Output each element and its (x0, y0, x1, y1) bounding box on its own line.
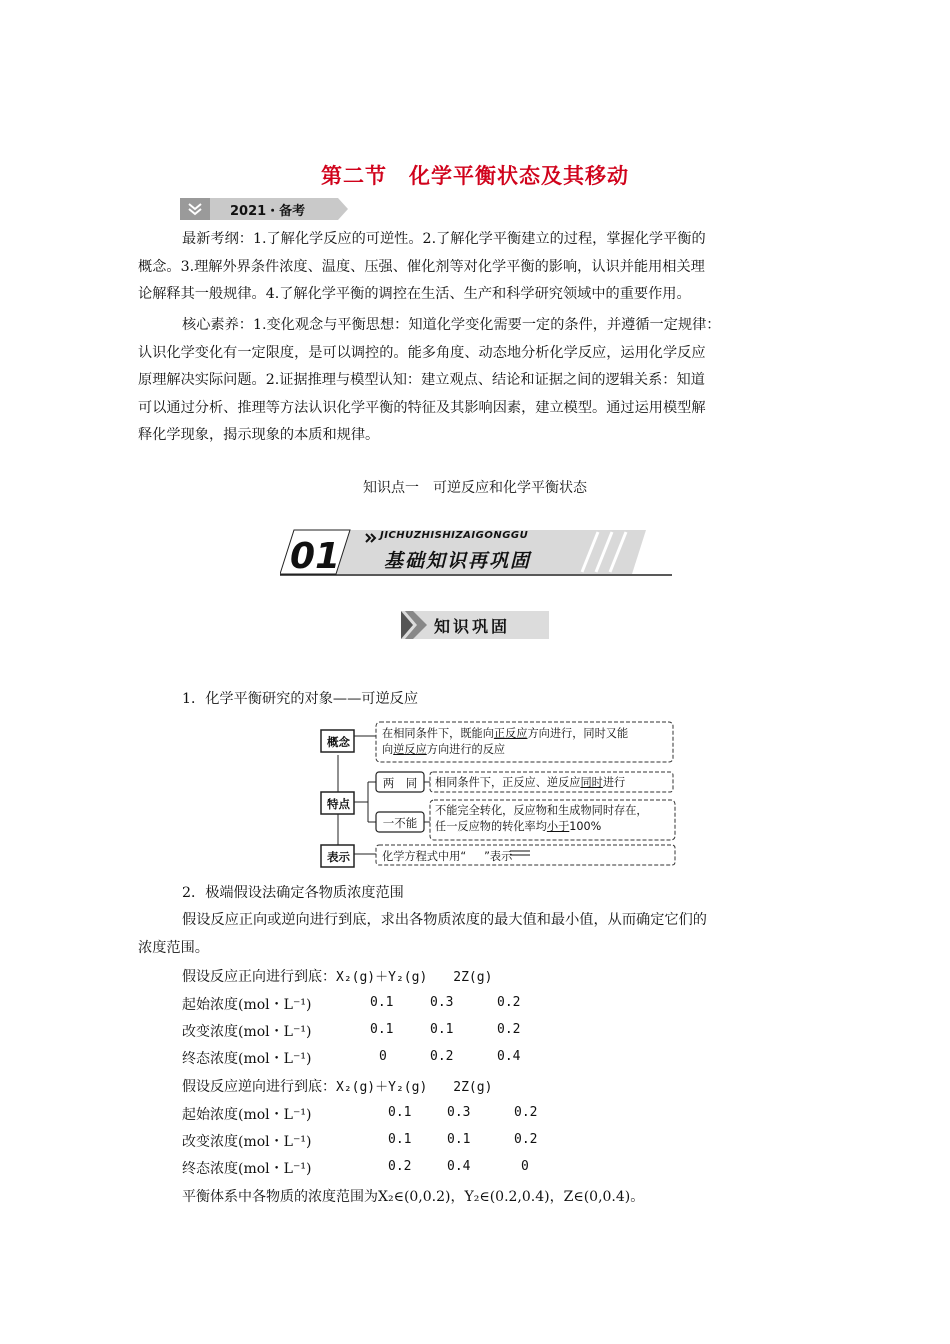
two-same-label: 两 同 (382, 776, 418, 790)
exam-prep-label: 2021・备考 (230, 204, 306, 219)
one-cannot-label: 一不能 (382, 816, 418, 830)
two-same-text: 相同条件下，正反应、逆反应同时进行 (435, 776, 626, 789)
forward-final-y2: 0.2 (430, 1049, 454, 1064)
item-2-desc-line: 假设反应正向或逆向进行到底，求出各物质浓度的最大值和最小值，从而确定它们的 (182, 912, 707, 928)
syllabus-line: 最新考纲：1.了解化学反应的可逆性。2.了解化学平衡建立的过程，掌握化学平衡的 (182, 231, 706, 247)
feature-label: 特点 (327, 797, 350, 811)
reverse-row-final: 终态浓度(mol・L⁻¹) (182, 1161, 312, 1177)
conclusion-text: 平衡体系中各物质的浓度范围为X₂∈(0,0.2)，Y₂∈(0.2,0.4)，Z∈(0,0.4)。 (182, 1189, 645, 1205)
literacy-line: 认识化学变化有一定限度，是可以调控的。能多角度、动态地分析化学反应，运用化学反应 (138, 344, 706, 361)
forward-change-x2: 0.1 (370, 1022, 394, 1037)
reverse-row-start: 起始浓度(mol・L⁻¹) (182, 1107, 312, 1123)
item-1-heading: 1．化学平衡研究的对象——可逆反应 (182, 691, 419, 707)
forward-row-final: 终态浓度(mol・L⁻¹) (182, 1051, 312, 1067)
forward-row-change: 改变浓度(mol・L⁻¹) (182, 1024, 312, 1040)
reverse-row-change: 改变浓度(mol・L⁻¹) (182, 1134, 312, 1150)
reverse-final-z: 0 (521, 1159, 529, 1174)
forward-row-start: 起始浓度(mol・L⁻¹) (182, 997, 312, 1013)
reverse-change-y2: 0.1 (447, 1132, 471, 1147)
reverse-start-z: 0.2 (514, 1105, 538, 1120)
forward-final-z: 0.4 (497, 1049, 521, 1064)
forward-heading: 假设反应正向进行到底：X₂(g)＋Y₂(g) 2Z(g) (182, 969, 493, 985)
item-2-desc-line: 浓度范围。 (138, 939, 209, 956)
item-2-description (138, 907, 818, 962)
item-2-heading: 2．极端假设法确定各物质浓度范围 (182, 885, 404, 901)
forward-start-x2: 0.1 (370, 995, 394, 1010)
forward-start-y2: 0.3 (430, 995, 454, 1010)
reverse-change-z: 0.2 (514, 1132, 538, 1147)
one-cannot-text-line-2: 任一反应物的转化率均小于100% (435, 820, 602, 833)
core-literacy-paragraph (138, 312, 818, 450)
literacy-line: 原理解决实际问题。2.证据推理与模型认知：建立观点、结论和证据之间的逻辑关系：知道 (138, 372, 705, 388)
reverse-final-y2: 0.4 (447, 1159, 471, 1174)
literacy-line: 释化学现象，揭示现象的本质和规律。 (138, 427, 380, 443)
reverse-final-x2: 0.2 (388, 1159, 412, 1174)
concept-label: 概念 (327, 735, 350, 749)
syllabus-line: 概念。3.理解外界条件浓度、温度、压强、催化剂等对化学平衡的影响，认识并能用相关理 (138, 258, 705, 275)
expression-label: 表示 (327, 850, 350, 864)
forward-final-x2: 0 (379, 1049, 387, 1064)
reverse-start-y2: 0.3 (447, 1105, 471, 1120)
literacy-line: 核心素养：1.变化观念与平衡思想：知道化学变化需要一定的条件，并遵循一定规律： (182, 317, 721, 333)
reverse-heading: 假设反应逆向进行到底：X₂(g)＋Y₂(g) 2Z(g) (182, 1079, 493, 1095)
literacy-line: 可以通过分析、推理等方法认识化学平衡的特征及其影响因素，建立模型。通过运用模型解 (138, 399, 706, 416)
section-number: 01 (290, 536, 341, 577)
forward-start-z: 0.2 (497, 995, 521, 1010)
section-title: 基础知识再巩固 (384, 550, 532, 572)
forward-change-z: 0.2 (497, 1022, 521, 1037)
subsection-title: 知识巩固 (434, 617, 511, 636)
forward-change-y2: 0.1 (430, 1022, 454, 1037)
one-cannot-text-line-1: 不能完全转化，反应物和生成物同时存在， (435, 804, 648, 817)
reverse-start-x2: 0.1 (388, 1105, 412, 1120)
reverse-change-x2: 0.1 (388, 1132, 412, 1147)
section-pinyin: JICHUZHISHIZAIGONGGU (380, 530, 529, 541)
syllabus-paragraph (138, 226, 818, 309)
syllabus-line: 论解释其一般规律。4.了解化学平衡的调控在生活、生产和科学研究领域中的重要作用。 (138, 286, 691, 302)
concept-text-line-2: 向逆反应方向进行的反应 (382, 743, 506, 756)
expression-text: 化学方程式中用“ ”表示 (382, 850, 513, 863)
concept-text-line-1: 在相同条件下，既能向正反应方向进行，同时又能 (382, 727, 629, 740)
knowledge-point-title: 知识点一 可逆反应和化学平衡状态 (363, 480, 587, 496)
page-title: 第二节 化学平衡状态及其移动 (321, 164, 629, 188)
